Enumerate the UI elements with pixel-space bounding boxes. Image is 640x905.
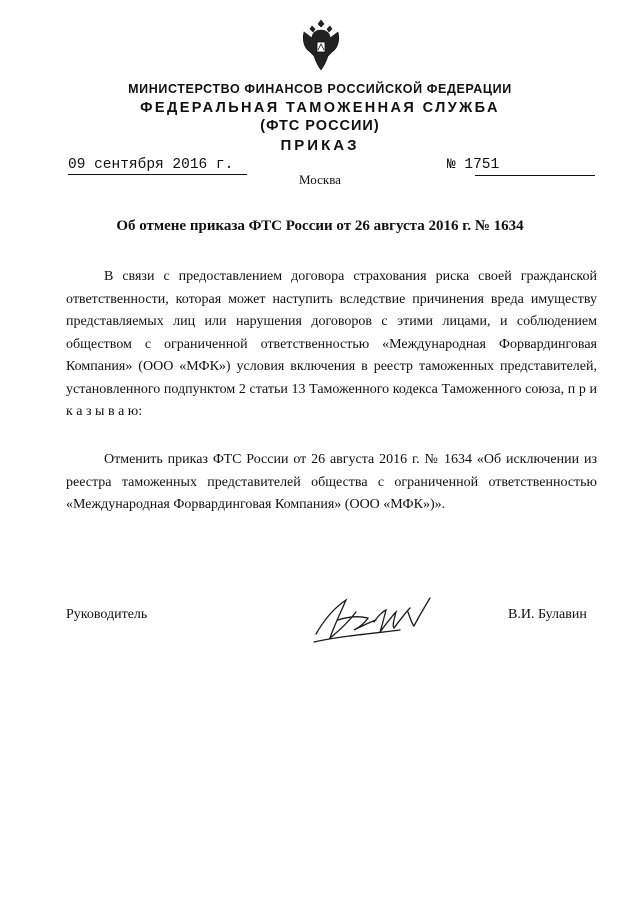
body-paragraph-2: Отменить приказ ФТС России от 26 августа 2016 г. № 1634 «Об исключении из реестра таможенных представителей общества с ограниченной ответственностью «Международная Форвардинговая Компания» (ООО «МФК»)». [66, 452, 597, 512]
handwritten-signature [310, 590, 446, 650]
ministry-name: МИНИСТЕРСТВО ФИНАНСОВ РОССИЙСКОЙ ФЕДЕРАЦИИ [128, 82, 512, 96]
document-title: Об отмене приказа ФТС России от 26 августа 2016 г. № 1634 [116, 218, 524, 234]
service-name: ФЕДЕРАЛЬНАЯ ТАМОЖЕННАЯ СЛУЖБА [140, 100, 500, 116]
document-city: Москва [299, 172, 341, 187]
signatory-name: В.И. Булавин [508, 607, 587, 622]
document-type: ПРИКАЗ [280, 137, 360, 154]
body-paragraph-1: В связи с предоставлением договора страхования риска своей гражданской ответственности, которая может наступить вследствие причинения вреда имуществу представляемых лиц или нарушения договоров с этими лицами, и соблюдением обществом с ограниченной ответственностью «Международная Форвардинговая Компания» (ООО «МФК») условия включения в реестр таможенных представителей, установленного подпунктом 2 статьи 13 Таможенного кодекса Таможенного союза, п р и к а з ы в а ю: [66, 269, 597, 419]
document-date: 09 сентября 2016 г. [68, 156, 247, 175]
signatory-position: Руководитель [66, 607, 148, 622]
service-abbreviation: (ФТС РОССИИ) [260, 118, 380, 134]
document-number: № 1751 [447, 157, 500, 173]
state-emblem-icon [298, 18, 344, 74]
